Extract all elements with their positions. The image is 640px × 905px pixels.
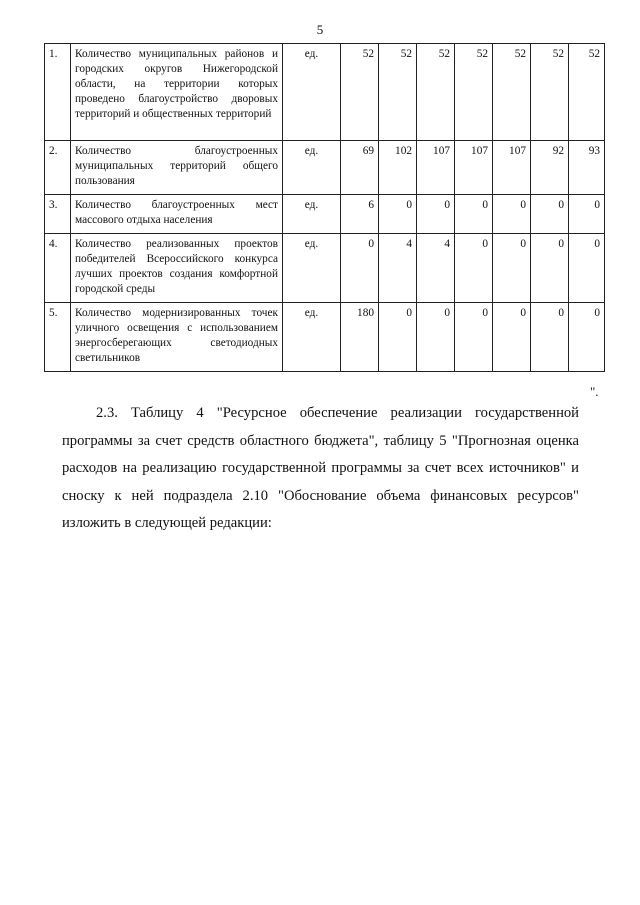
indicator-name: Количество реализованных проектов победителей Всероссийского конкурса лучших проектов создания комфортной городской среды bbox=[71, 234, 283, 303]
value-cell: 0 bbox=[417, 303, 455, 372]
value-cell: 0 bbox=[493, 303, 531, 372]
value-cell: 107 bbox=[417, 141, 455, 195]
value-cell: 4 bbox=[379, 234, 417, 303]
value-cell: 107 bbox=[493, 141, 531, 195]
value-cell: 52 bbox=[569, 44, 605, 141]
indicator-name: Количество благоустроенных муниципальных территорий общего пользования bbox=[71, 141, 283, 195]
value-cell: 0 bbox=[569, 234, 605, 303]
value-cell: 102 bbox=[379, 141, 417, 195]
value-cell: 0 bbox=[341, 234, 379, 303]
table-row bbox=[45, 195, 605, 234]
page-number: 5 bbox=[316, 22, 324, 37]
value-cell: 0 bbox=[379, 195, 417, 234]
value-cell: 0 bbox=[455, 303, 493, 372]
row-number: 5. bbox=[45, 303, 71, 372]
row-number: 1. bbox=[45, 44, 71, 141]
value-cell: 0 bbox=[455, 234, 493, 303]
value-cell: 180 bbox=[341, 303, 379, 372]
table-row bbox=[45, 234, 605, 303]
unit-cell: ед. bbox=[283, 44, 341, 141]
indicator-name: Количество муниципальных районов и городских округов Нижегородской области, на территории которых проведено благоустройство дворовых территорий и общественных территорий bbox=[71, 44, 283, 141]
amendment-paragraph: 2.3. Таблицу 4 "Ресурсное обеспечение реализации государственной программы за счет средств областного бюджета", таблицу 5 "Прогнозная оценка расходов на реализацию государственной программы за счет всех источников" и сноску к ней подраздела 2.10 "Обоснование объема финансовых ресурсов" изложить в следующей редакции: bbox=[62, 405, 579, 531]
value-cell: 52 bbox=[341, 44, 379, 141]
value-cell: 52 bbox=[531, 44, 569, 141]
value-cell: 0 bbox=[493, 234, 531, 303]
row-number: 3. bbox=[45, 195, 71, 234]
value-cell: 93 bbox=[569, 141, 605, 195]
unit-cell: ед. bbox=[283, 303, 341, 372]
value-cell: 4 bbox=[417, 234, 455, 303]
row-number: 4. bbox=[45, 234, 71, 303]
value-cell: 6 bbox=[341, 195, 379, 234]
table-row bbox=[45, 141, 605, 195]
row-number: 2. bbox=[45, 141, 71, 195]
value-cell: 0 bbox=[569, 195, 605, 234]
value-cell: 52 bbox=[493, 44, 531, 141]
value-cell: 52 bbox=[455, 44, 493, 141]
table-row bbox=[45, 303, 605, 372]
value-cell: 107 bbox=[455, 141, 493, 195]
unit-cell: ед. bbox=[283, 195, 341, 234]
value-cell: 0 bbox=[379, 303, 417, 372]
table-row bbox=[45, 44, 605, 141]
value-cell: 52 bbox=[417, 44, 455, 141]
value-cell: 92 bbox=[531, 141, 569, 195]
value-cell: 0 bbox=[569, 303, 605, 372]
indicators-table bbox=[44, 43, 605, 372]
value-cell: 0 bbox=[531, 195, 569, 234]
value-cell: 0 bbox=[493, 195, 531, 234]
unit-cell: ед. bbox=[283, 141, 341, 195]
indicator-name: Количество благоустроенных мест массового отдыха населения bbox=[71, 195, 283, 234]
table-closing-quote: ". bbox=[590, 384, 599, 399]
value-cell: 0 bbox=[417, 195, 455, 234]
value-cell: 0 bbox=[531, 303, 569, 372]
value-cell: 69 bbox=[341, 141, 379, 195]
value-cell: 52 bbox=[379, 44, 417, 141]
value-cell: 0 bbox=[455, 195, 493, 234]
indicator-name: Количество модернизированных точек уличного освещения с использованием энергосберегающих светодиодных светильников bbox=[71, 303, 283, 372]
unit-cell: ед. bbox=[283, 234, 341, 303]
value-cell: 0 bbox=[531, 234, 569, 303]
